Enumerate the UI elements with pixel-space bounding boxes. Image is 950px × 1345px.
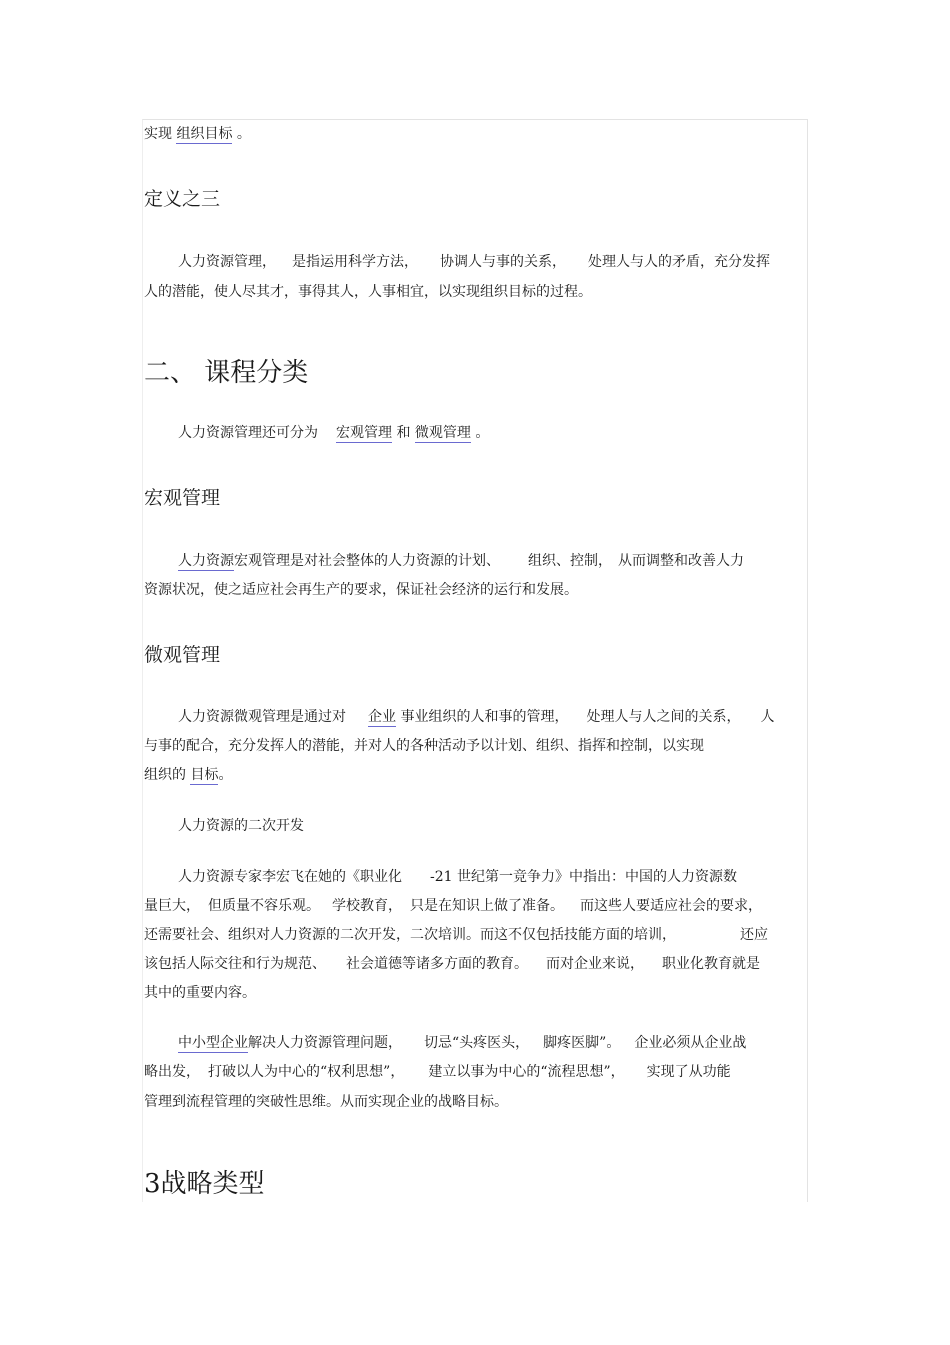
micro-text: 事业组织的人和事的管理，	[400, 709, 569, 725]
secondary-p1-line-2	[144, 897, 762, 915]
def3-text: 处理人与人的矛盾，充分发挥	[588, 254, 770, 270]
secondary-text: 职业化教育就是	[662, 956, 760, 972]
section2-text: 人力资源管理还可分为	[178, 425, 318, 441]
def3-line-2: 人的潜能，使人尽其才，事得其人，人事相宜，以实现组织目标的过程。	[144, 284, 592, 300]
micro-text: 处理人与人之间的关系，	[586, 709, 741, 725]
secondary-text: 企业必须从企业战	[634, 1035, 747, 1051]
macro-line-2: 资源状况，使之适应社会再生产的要求，保证社会经济的运行和发展。	[144, 582, 578, 598]
secondary-p2-line-1	[178, 1034, 746, 1052]
secondary-text: 社会道德等诸多方面的教育。	[346, 956, 528, 972]
micro-text: 组织的	[144, 767, 186, 783]
def3-line-1	[178, 253, 770, 271]
secondary-p2-line-3: 管理到流程管理的突破性思维。从而实现企业的战略目标。	[144, 1094, 508, 1110]
secondary-text: -21 世纪第一竞争力》中指出：中国的人力资源数	[430, 869, 737, 885]
secondary-p1-line-3	[144, 926, 768, 944]
micro-line-2: 与事的配合，充分发挥人的潜能，并对人的各种活动予以计划、组织、指挥和控制，以实现	[144, 738, 704, 754]
secondary-text: 解决人力资源管理问题，	[248, 1035, 402, 1051]
secondary-text: 打破以人为中心的“权利思想”，	[208, 1064, 405, 1080]
intro-period: 。	[236, 126, 251, 142]
micro-text: 人	[760, 709, 775, 725]
def3-text: 是指运用科学方法，	[292, 254, 418, 270]
secondary-text: 但质量不容乐观。	[208, 898, 320, 914]
section2-intro	[178, 424, 489, 442]
heading-course-classification: 二、 课程分类	[144, 358, 309, 388]
secondary-text: 脚疼医脚”。	[543, 1035, 621, 1051]
macro-text: 从而调整和改善人力	[618, 553, 744, 569]
macro-text: 组织、控制，	[528, 553, 612, 569]
intro-text: 实现	[144, 126, 172, 142]
secondary-text: 而这些人要适应社会的要求，	[580, 898, 762, 914]
heading-macro-management: 宏观管理	[144, 487, 221, 509]
intro-line	[144, 125, 251, 143]
link-enterprise[interactable]: 企业	[368, 709, 396, 725]
link-human-resources[interactable]: 人力资源	[178, 553, 234, 569]
macro-text: 宏观管理是对社会整体的人力资源的计划、	[234, 553, 500, 569]
link-goal[interactable]: 目标	[190, 767, 219, 783]
secondary-p2-line-2	[144, 1063, 731, 1081]
section2-text: 和	[396, 425, 411, 441]
macro-line-1	[178, 552, 744, 570]
heading-secondary-development: 人力资源的二次开发	[178, 818, 304, 834]
heading-micro-management: 微观管理	[144, 644, 221, 666]
secondary-text: 略出发，	[144, 1064, 200, 1080]
secondary-text: 还应	[740, 927, 768, 943]
micro-line-3	[144, 766, 232, 784]
secondary-p1-line-5: 其中的重要内容。	[144, 985, 256, 1001]
secondary-text: 该包括人际交往和行为规范、	[144, 956, 326, 972]
secondary-p1-line-4	[144, 955, 760, 973]
heading-strategy-types: 3战略类型	[144, 1169, 265, 1199]
link-micro-management[interactable]: 微观管理	[414, 425, 471, 441]
secondary-text: 学校教育，	[332, 898, 402, 914]
secondary-text: 只是在知识上做了准备。	[410, 898, 564, 914]
secondary-p1-line-1	[178, 868, 737, 886]
micro-line-1	[178, 708, 774, 726]
secondary-text: 建立以事为中心的“流程思想”，	[428, 1064, 625, 1080]
link-macro-management[interactable]: 宏观管理	[336, 425, 392, 441]
link-organization-goal[interactable]: 组织目标	[176, 126, 233, 142]
section2-text: 。	[475, 425, 490, 441]
secondary-text: 切忌“头疼医头，	[424, 1035, 530, 1051]
def3-text: 协调人与事的关系，	[440, 254, 566, 270]
secondary-text: 还需要社会、组织对人力资源的二次开发，二次培训。而这不仅包括技能方面的培训，	[144, 927, 676, 943]
secondary-text: 人力资源专家李宏飞在她的《职业化	[178, 869, 402, 885]
secondary-text: 实现了从功能	[646, 1064, 731, 1080]
micro-text: 人力资源微观管理是通过对	[178, 709, 346, 725]
secondary-text: 量巨大，	[144, 898, 200, 914]
secondary-text: 而对企业来说，	[546, 956, 644, 972]
micro-text: 。	[218, 767, 233, 783]
def3-text: 人力资源管理，	[178, 254, 276, 270]
link-small-medium-enterprise[interactable]: 中小型企业	[178, 1035, 248, 1051]
heading-definition-3: 定义之三	[144, 188, 221, 210]
